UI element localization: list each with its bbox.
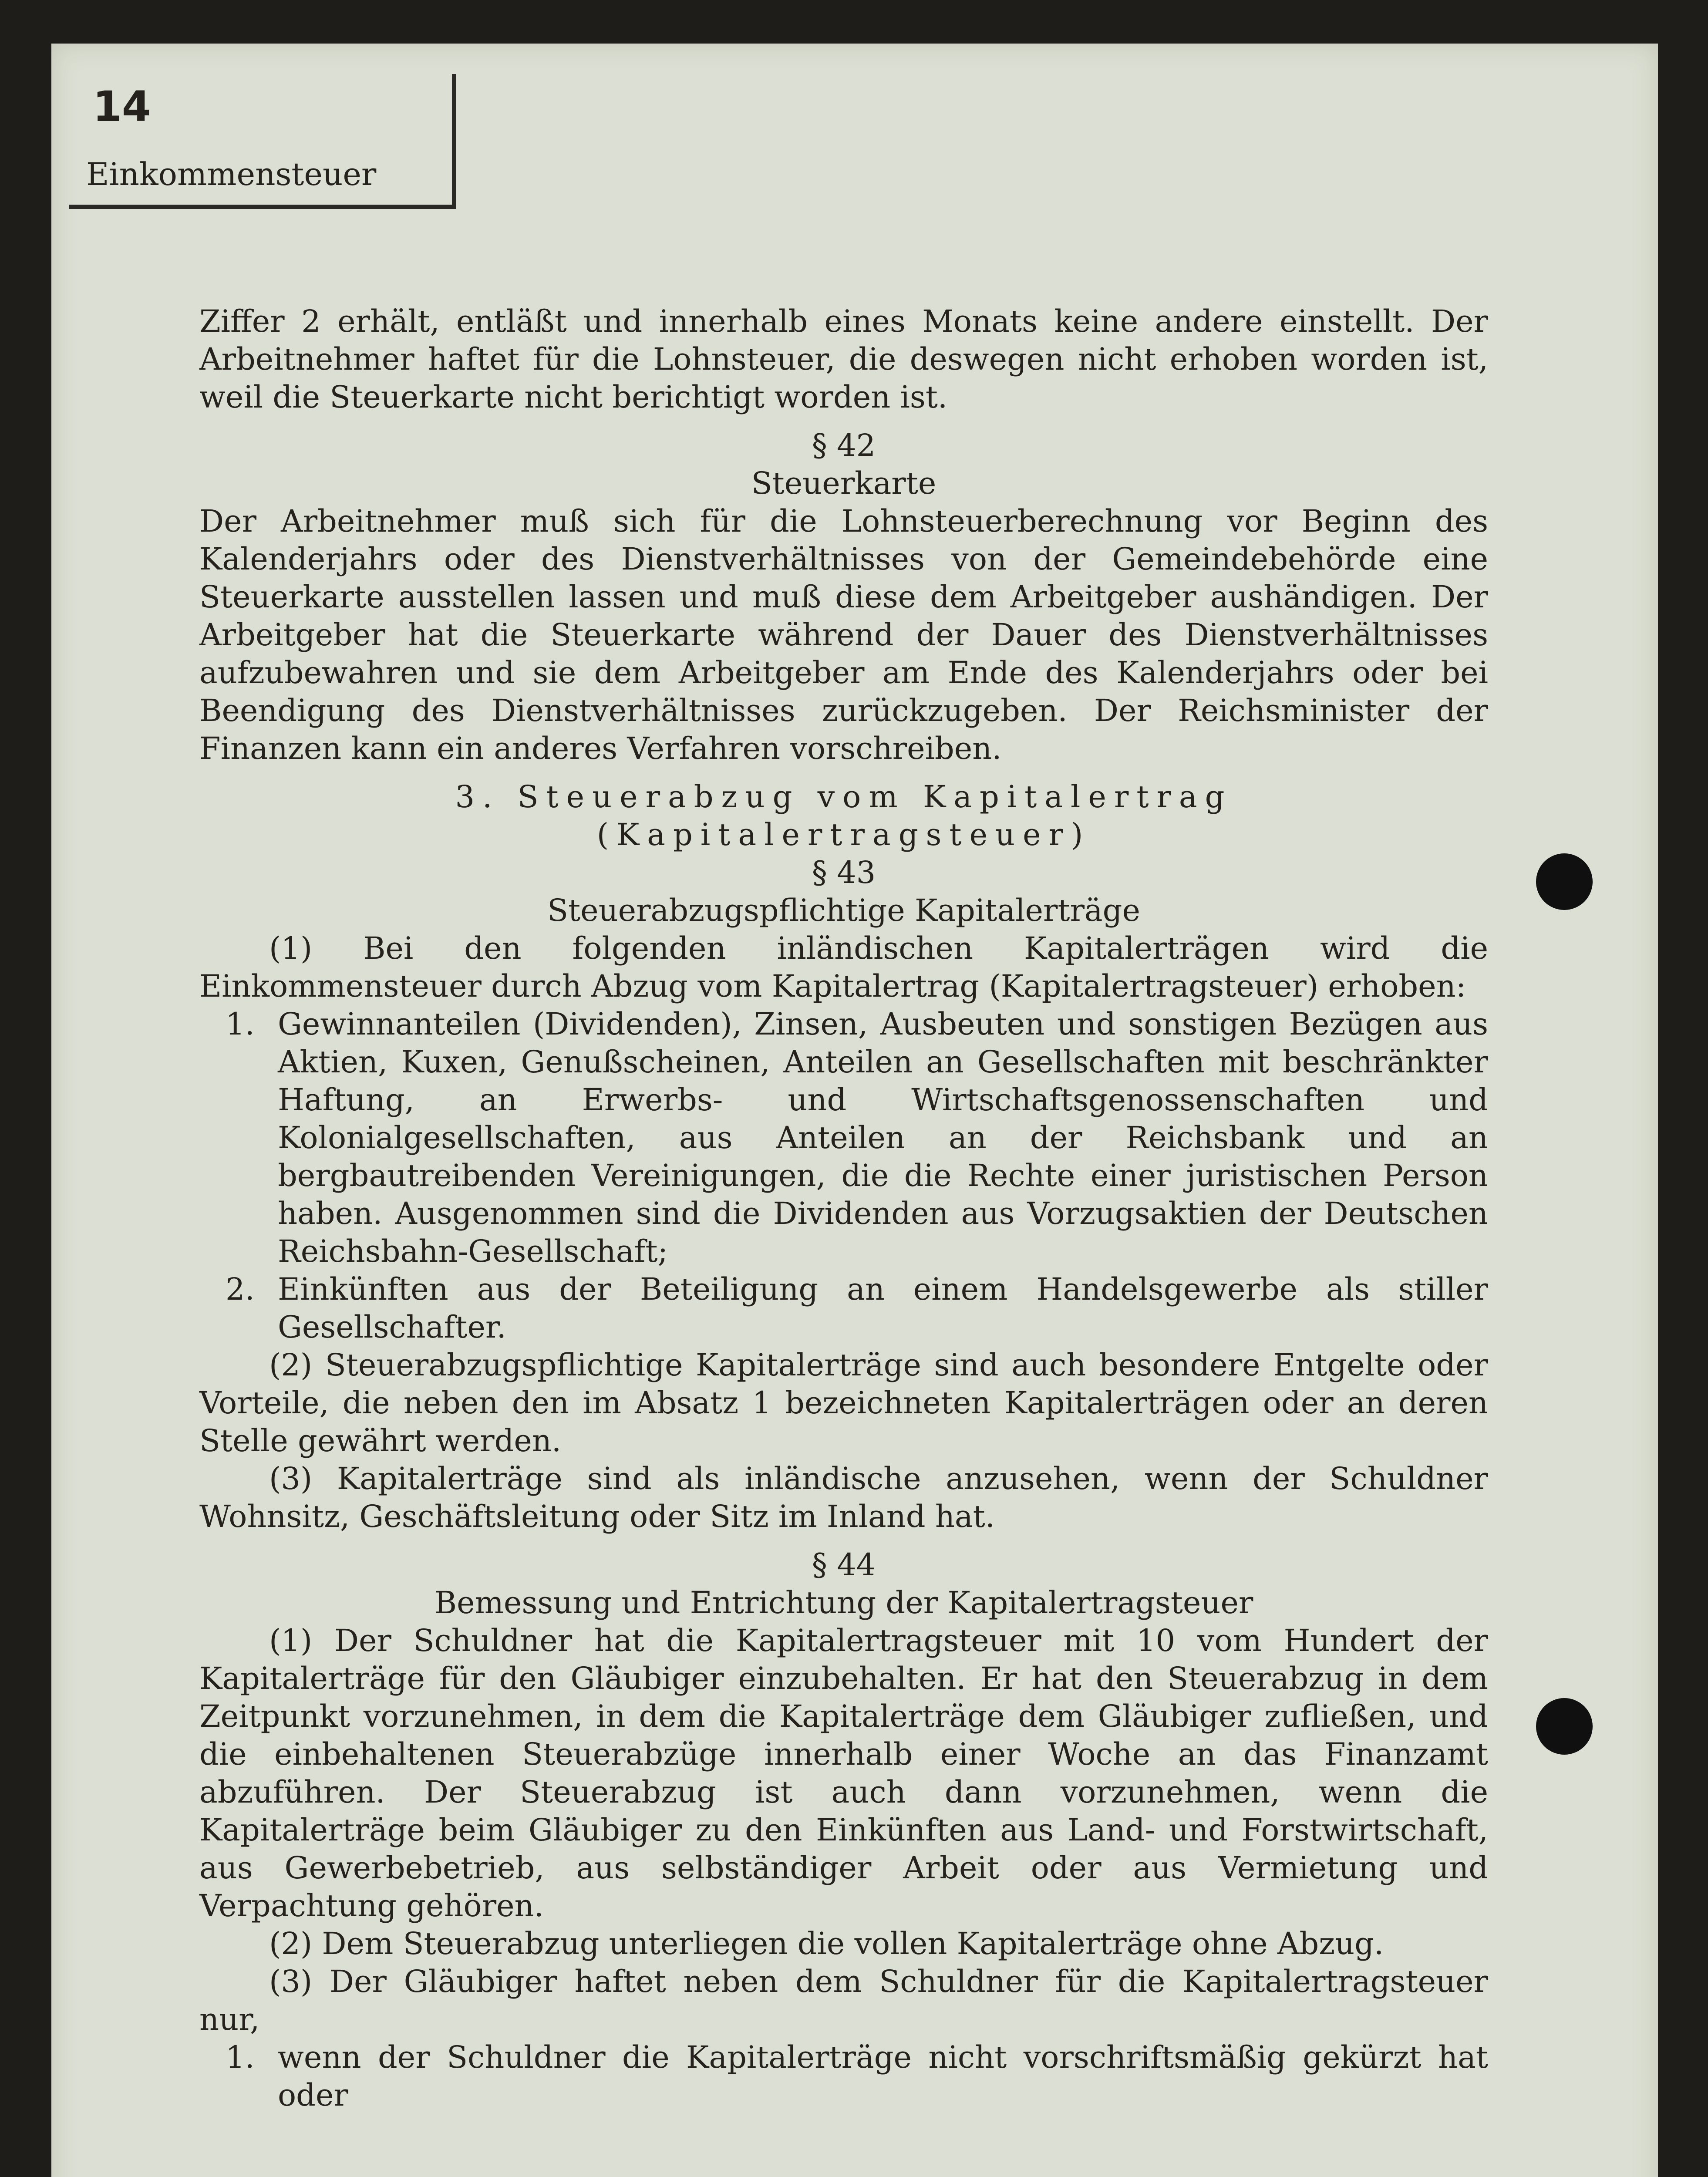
section-44-paragraph-1: (1) Der Schuldner hat die Kapitalertragsteuer mit 10 vom Hundert der Kapitalerträge für den Gläubiger einzubehalten. Er hat den Steuerabzug in dem Zeitpunkt vorzunehmen, in dem die Kapitalerträge dem Gläubiger zufließen, und die einbehaltenen Steuerabzüge innerhalb einer Woche an das Finanzamt abzuführen. Der Steuerabzug ist auch dann vorzunehmen, wenn die Kapitalerträge beim Gläubiger zu den Einkünften aus Land- und Forstwirtschaft, aus Gewerbebetrieb, aus selbständiger Arbeit oder aus Vermietung und Verpachtung gehören. [199,1623,1488,1924]
document-body [199,303,1488,2114]
section-44-paragraph-3: (3) Der Gläubiger haftet neben dem Schuldner für die Kapitalertragsteuer nur, [199,1964,1488,2037]
section-43-paragraph-1: (1) Bei den folgenden inländischen Kapitalerträgen wird die Einkommensteuer durch Abzug vom Kapitalertrag (Kapitalertragsteuer) erhoben: [199,930,1488,1004]
intro-paragraph: Ziffer 2 erhält, entläßt und innerhalb eines Monats keine andere einstellt. Der Arbeitnehmer haftet für die Lohnsteuer, die deswegen nicht erhoben worden ist, weil die Steuerkarte nicht berichtigt worden ist. [199,303,1488,415]
header-title: Einkommensteuer [86,156,377,192]
list-item-text: wenn der Schuldner die Kapitalerträge nicht vorschriftsmäßig gekürzt hat oder [278,2039,1488,2113]
section-43-paragraph-3: (3) Kapitalerträge sind als inländische anzusehen, wenn der Schuldner Wohnsitz, Geschäftsleitung oder Sitz im Inland hat. [199,1461,1488,1534]
section-43-title: Steuerabzugspflichtige Kapitalerträge [547,893,1140,928]
section-44-title: Bemessung und Entrichtung der Kapitalertragsteuer [434,1585,1253,1621]
section-42-number: § 42 [812,428,876,463]
section-43-paragraph-2: (2) Steuerabzugspflichtige Kapitalerträge sind auch besondere Entgelte oder Vorteile, die neben den im Absatz 1 bezeichneten Kapitalerträgen oder an deren Stelle gewährt werden. [199,1347,1488,1459]
list-item [199,1270,1488,1346]
list-item-number: 1. [226,1006,255,1042]
section-44-paragraph-2: (2) Dem Steuerabzug unterliegen die vollen Kapitalerträge ohne Abzug. [269,1926,1384,1961]
punch-hole-icon [1536,1698,1593,1755]
header-number: 14 [93,82,151,131]
header-box [69,74,456,209]
list-item-number: 1. [226,2039,255,2075]
list-item [199,1005,1488,1270]
chapter-3-heading: 3. Steuerabzug vom Kapitalertrag [455,779,1233,815]
section-42-title: Steuerkarte [751,465,937,501]
chapter-3-subheading: (Kapitalertragsteuer) [596,817,1091,853]
document-page [51,44,1658,2177]
list-item-text: Einkünften aus der Beteiligung an einem Handelsgewerbe als stiller Gesellschafter. [278,1271,1488,1345]
list-item [199,2039,1488,2114]
list-item-number: 2. [226,1271,255,1307]
section-44-number: § 44 [812,1547,876,1583]
punch-hole-icon [1536,853,1593,910]
section-42-text: Der Arbeitnehmer muß sich für die Lohnsteuerberechnung vor Beginn des Kalenderjahrs oder des Dienstverhältnisses von der Gemeindebehörde eine Steuerkarte ausstellen lassen und muß diese dem Arbeitgeber aushändigen. Der Arbeitgeber hat die Steuerkarte während der Dauer des Dienstverhältnisses aufzubewahren und sie dem Arbeitgeber am Ende des Kalenderjahrs oder bei Beendigung des Dienstverhältnisses zurückzugeben. Der Reichsminister der Finanzen kann ein anderes Verfahren vorschreiben. [199,503,1488,766]
list-item-text: Gewinnanteilen (Dividenden), Zinsen, Ausbeuten und sonstigen Bezügen aus Aktien, Kuxen, Genußscheinen, Anteilen an Gesellschaften mit beschränkter Haftung, an Erwerbs- und Wirtschaftsgenossenschaften und Kolonialgesellschaften, aus Anteilen an der Reichsbank und an bergbautreibenden Vereinigungen, die die Rechte einer juristischen Person haben. Ausgenommen sind die Dividenden aus Vorzugsaktien der Deutschen Reichsbahn-Gesellschaft; [278,1006,1488,1269]
section-43-number: § 43 [812,855,876,890]
